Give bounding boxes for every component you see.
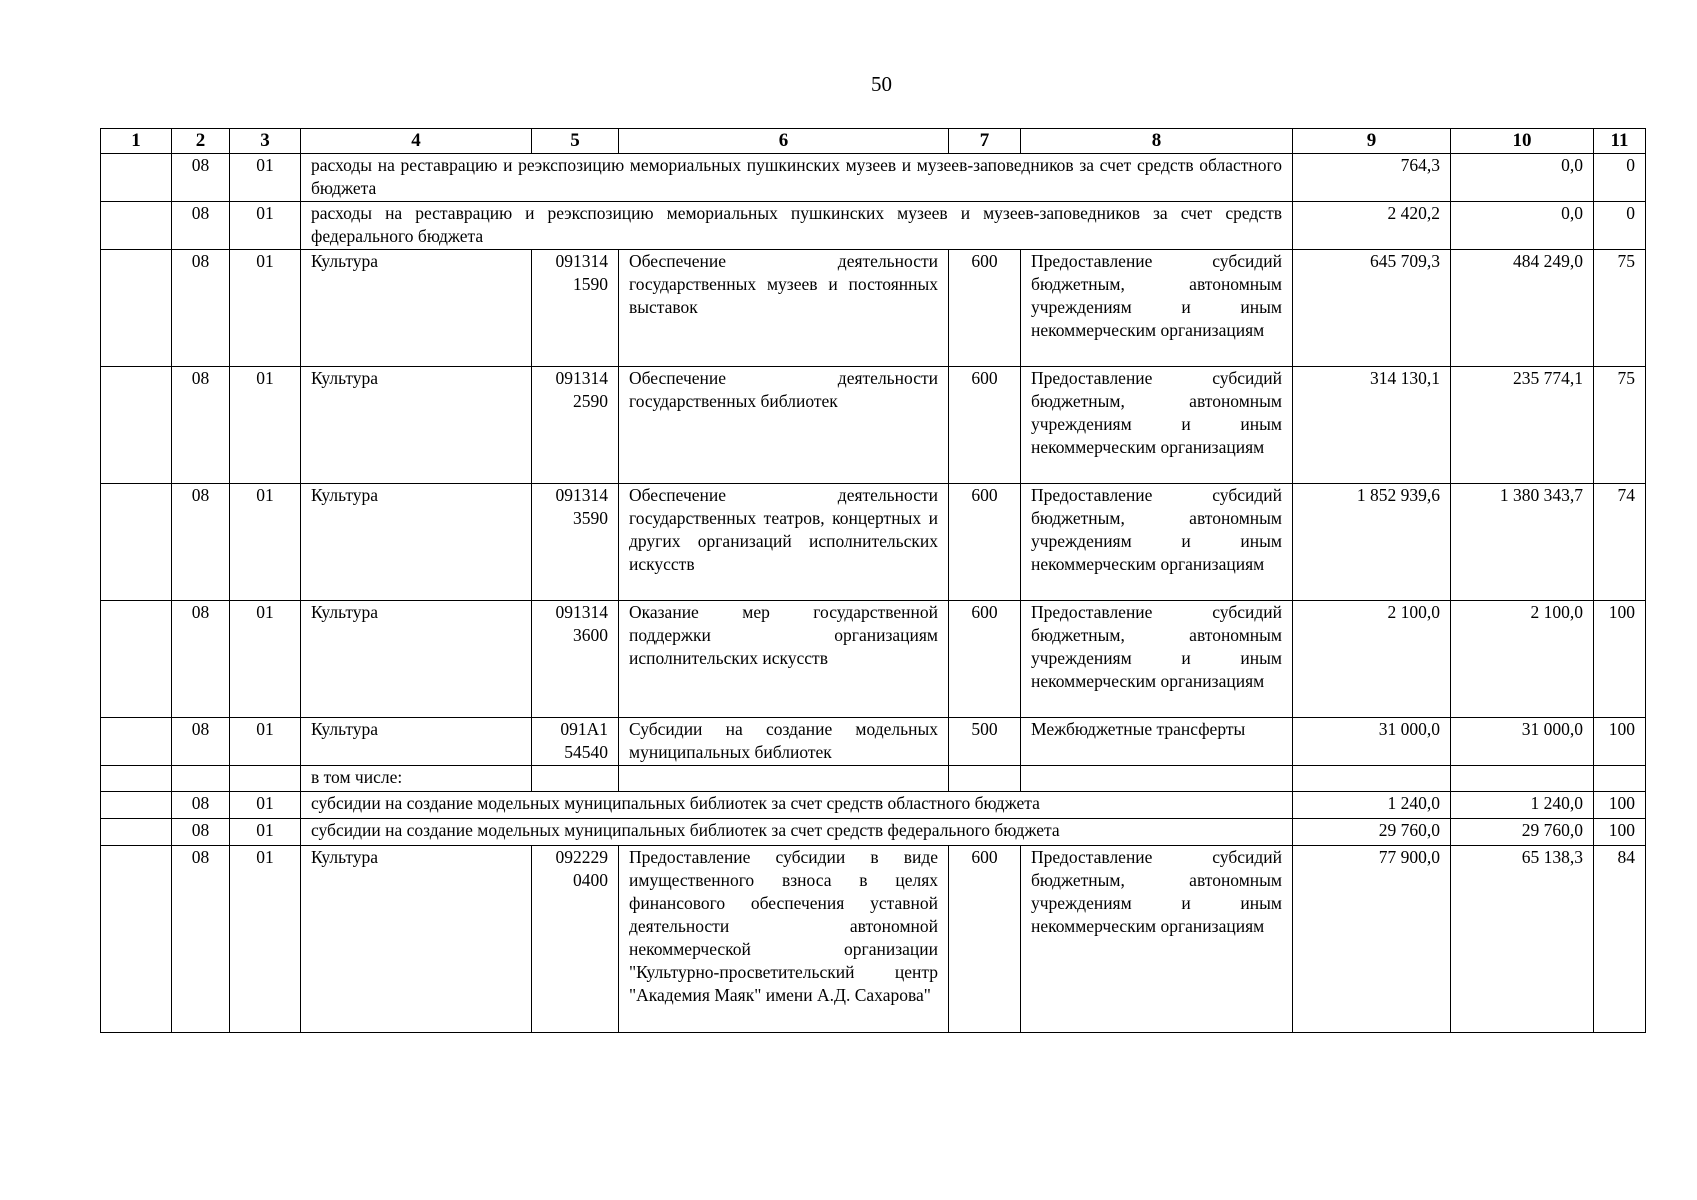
- section-code: 08: [172, 601, 230, 718]
- target-article-name: Предоставление субсидии в виде имущественного взноса в целях финансового обеспечения уставной деятельности автономной некоммерческой организации "Культурно-просветительский центр "Академия Маяк" имени А.Д. Сахарова": [619, 846, 949, 1033]
- expense-description: субсидии на создание модельных муниципальных библиотек за счет средств областного бюджета: [301, 792, 1293, 819]
- cell-col-1: [101, 819, 172, 846]
- subsection-code: 01: [230, 819, 301, 846]
- executed-amount: 65 138,3: [1451, 846, 1594, 1033]
- planned-amount: 2 100,0: [1293, 601, 1451, 718]
- cell-col-2: [172, 766, 230, 792]
- expense-type-name: Предоставление субсидий бюджетным, автономным учреждениям и иным некоммерческим организациям: [1021, 846, 1293, 1033]
- table-row: [101, 367, 1646, 484]
- expense-type-code: 600: [949, 846, 1021, 1033]
- section-code: 08: [172, 718, 230, 766]
- industry-name: Культура: [301, 367, 532, 484]
- execution-percent: 100: [1594, 601, 1646, 718]
- page-number: 50: [871, 72, 892, 96]
- column-header-11: 11: [1594, 129, 1646, 154]
- cell-col-1: [101, 202, 172, 250]
- cell-col-9: [1293, 766, 1451, 792]
- table-row: [101, 250, 1646, 367]
- planned-amount: 645 709,3: [1293, 250, 1451, 367]
- subsection-code: 01: [230, 601, 301, 718]
- budget-table: [100, 128, 1646, 1033]
- column-header-6: 6: [619, 129, 949, 154]
- expense-description: расходы на реставрацию и реэкспозицию мемориальных пушкинских музеев и музеев-заповедников за счет средств федерального бюджета: [301, 202, 1293, 250]
- target-article-code: [532, 484, 619, 601]
- planned-amount: 1 240,0: [1293, 792, 1451, 819]
- expense-type-name: Предоставление субсидий бюджетным, автономным учреждениям и иным некоммерческим организациям: [1021, 250, 1293, 367]
- table-row: [101, 601, 1646, 718]
- section-code: 08: [172, 819, 230, 846]
- section-code: 08: [172, 250, 230, 367]
- column-header-1: 1: [101, 129, 172, 154]
- execution-percent: 0: [1594, 154, 1646, 202]
- column-header-3: 3: [230, 129, 301, 154]
- industry-name: Культура: [301, 250, 532, 367]
- executed-amount: 484 249,0: [1451, 250, 1594, 367]
- executed-amount: 235 774,1: [1451, 367, 1594, 484]
- table-row: [101, 154, 1646, 202]
- expense-type-name: Предоставление субсидий бюджетным, автономным учреждениям и иным некоммерческим организациям: [1021, 367, 1293, 484]
- expense-type-name: Межбюджетные трансферты: [1021, 718, 1293, 766]
- cell-col-6: [619, 766, 949, 792]
- target-article-code-part-1: 091314: [555, 602, 608, 622]
- execution-percent: 84: [1594, 846, 1646, 1033]
- planned-amount: 29 760,0: [1293, 819, 1451, 846]
- target-article-name: Обеспечение деятельности государственных театров, концертных и других организаций исполнительских искусств: [619, 484, 949, 601]
- planned-amount: 2 420,2: [1293, 202, 1451, 250]
- cell-col-5: [532, 766, 619, 792]
- cell-col-1: [101, 601, 172, 718]
- target-article-code: [532, 718, 619, 766]
- cell-col-7: [949, 766, 1021, 792]
- planned-amount: 31 000,0: [1293, 718, 1451, 766]
- cell-col-1: [101, 792, 172, 819]
- expense-type-code: 600: [949, 250, 1021, 367]
- expense-description: субсидии на создание модельных муниципальных библиотек за счет средств федерального бюджета: [301, 819, 1293, 846]
- target-article-name: Субсидии на создание модельных муниципальных библиотек: [619, 718, 949, 766]
- target-article-code-part-1: 091314: [555, 485, 608, 505]
- planned-amount: 77 900,0: [1293, 846, 1451, 1033]
- execution-percent: 74: [1594, 484, 1646, 601]
- cell-col-1: [101, 250, 172, 367]
- table-row: [101, 484, 1646, 601]
- section-code: 08: [172, 846, 230, 1033]
- executed-amount: 0,0: [1451, 202, 1594, 250]
- column-header-8: 8: [1021, 129, 1293, 154]
- target-article-code-part-2: 2590: [573, 391, 608, 411]
- table-row: [101, 718, 1646, 766]
- target-article-code-part-2: 1590: [573, 274, 608, 294]
- subsection-code: 01: [230, 367, 301, 484]
- execution-percent: 100: [1594, 718, 1646, 766]
- expense-type-code: 500: [949, 718, 1021, 766]
- cell-col-3: [230, 766, 301, 792]
- cell-col-1: [101, 718, 172, 766]
- table-row: [101, 819, 1646, 846]
- including-label: в том числе:: [301, 766, 532, 792]
- target-article-name: Обеспечение деятельности государственных библиотек: [619, 367, 949, 484]
- target-article-code-part-1: 091314: [555, 251, 608, 271]
- execution-percent: 0: [1594, 202, 1646, 250]
- cell-col-1: [101, 484, 172, 601]
- subsection-code: 01: [230, 792, 301, 819]
- target-article-code-part-2: 54540: [564, 742, 608, 762]
- column-header-4: 4: [301, 129, 532, 154]
- cell-col-1: [101, 367, 172, 484]
- section-code: 08: [172, 202, 230, 250]
- execution-percent: 75: [1594, 250, 1646, 367]
- target-article-code-part-2: 3590: [573, 508, 608, 528]
- expense-type-code: 600: [949, 484, 1021, 601]
- cell-col-11: [1594, 766, 1646, 792]
- planned-amount: 314 130,1: [1293, 367, 1451, 484]
- target-article-code-part-1: 091A1: [560, 719, 608, 739]
- target-article-code-part-2: 0400: [573, 870, 608, 890]
- target-article-code-part-1: 091314: [555, 368, 608, 388]
- cell-col-10: [1451, 766, 1594, 792]
- execution-percent: 75: [1594, 367, 1646, 484]
- target-article-code: [532, 846, 619, 1033]
- section-code: 08: [172, 484, 230, 601]
- target-article-code: [532, 367, 619, 484]
- column-header-9: 9: [1293, 129, 1451, 154]
- expense-type-name: Предоставление субсидий бюджетным, автономным учреждениям и иным некоммерческим организациям: [1021, 484, 1293, 601]
- executed-amount: 29 760,0: [1451, 819, 1594, 846]
- industry-name: Культура: [301, 601, 532, 718]
- industry-name: Культура: [301, 718, 532, 766]
- target-article-code-part-1: 092229: [555, 847, 608, 867]
- cell-col-8: [1021, 766, 1293, 792]
- subsection-code: 01: [230, 250, 301, 367]
- column-header-7: 7: [949, 129, 1021, 154]
- subsection-code: 01: [230, 718, 301, 766]
- table-row: [101, 766, 1646, 792]
- subsection-code: 01: [230, 202, 301, 250]
- section-code: 08: [172, 154, 230, 202]
- executed-amount: 1 240,0: [1451, 792, 1594, 819]
- industry-name: Культура: [301, 846, 532, 1033]
- column-header-5: 5: [532, 129, 619, 154]
- execution-percent: 100: [1594, 819, 1646, 846]
- executed-amount: 1 380 343,7: [1451, 484, 1594, 601]
- expense-type-code: 600: [949, 601, 1021, 718]
- cell-col-1: [101, 846, 172, 1033]
- header-row: [101, 129, 1646, 154]
- expense-type-code: 600: [949, 367, 1021, 484]
- target-article-name: Обеспечение деятельности государственных музеев и постоянных выставок: [619, 250, 949, 367]
- cell-col-1: [101, 154, 172, 202]
- expense-type-name: Предоставление субсидий бюджетным, автономным учреждениям и иным некоммерческим организациям: [1021, 601, 1293, 718]
- section-code: 08: [172, 792, 230, 819]
- target-article-code: [532, 250, 619, 367]
- execution-percent: 100: [1594, 792, 1646, 819]
- expense-description: расходы на реставрацию и реэкспозицию мемориальных пушкинских музеев и музеев-заповедников за счет средств областного бюджета: [301, 154, 1293, 202]
- target-article-code: [532, 601, 619, 718]
- executed-amount: 0,0: [1451, 154, 1594, 202]
- table-row: [101, 846, 1646, 1033]
- industry-name: Культура: [301, 484, 532, 601]
- subsection-code: 01: [230, 484, 301, 601]
- target-article-code-part-2: 3600: [573, 625, 608, 645]
- cell-col-1: [101, 766, 172, 792]
- executed-amount: 2 100,0: [1451, 601, 1594, 718]
- column-header-2: 2: [172, 129, 230, 154]
- subsection-code: 01: [230, 154, 301, 202]
- column-header-10: 10: [1451, 129, 1594, 154]
- planned-amount: 1 852 939,6: [1293, 484, 1451, 601]
- table-row: [101, 202, 1646, 250]
- planned-amount: 764,3: [1293, 154, 1451, 202]
- executed-amount: 31 000,0: [1451, 718, 1594, 766]
- section-code: 08: [172, 367, 230, 484]
- target-article-name: Оказание мер государственной поддержки организациям исполнительских искусств: [619, 601, 949, 718]
- table-row: [101, 792, 1646, 819]
- subsection-code: 01: [230, 846, 301, 1033]
